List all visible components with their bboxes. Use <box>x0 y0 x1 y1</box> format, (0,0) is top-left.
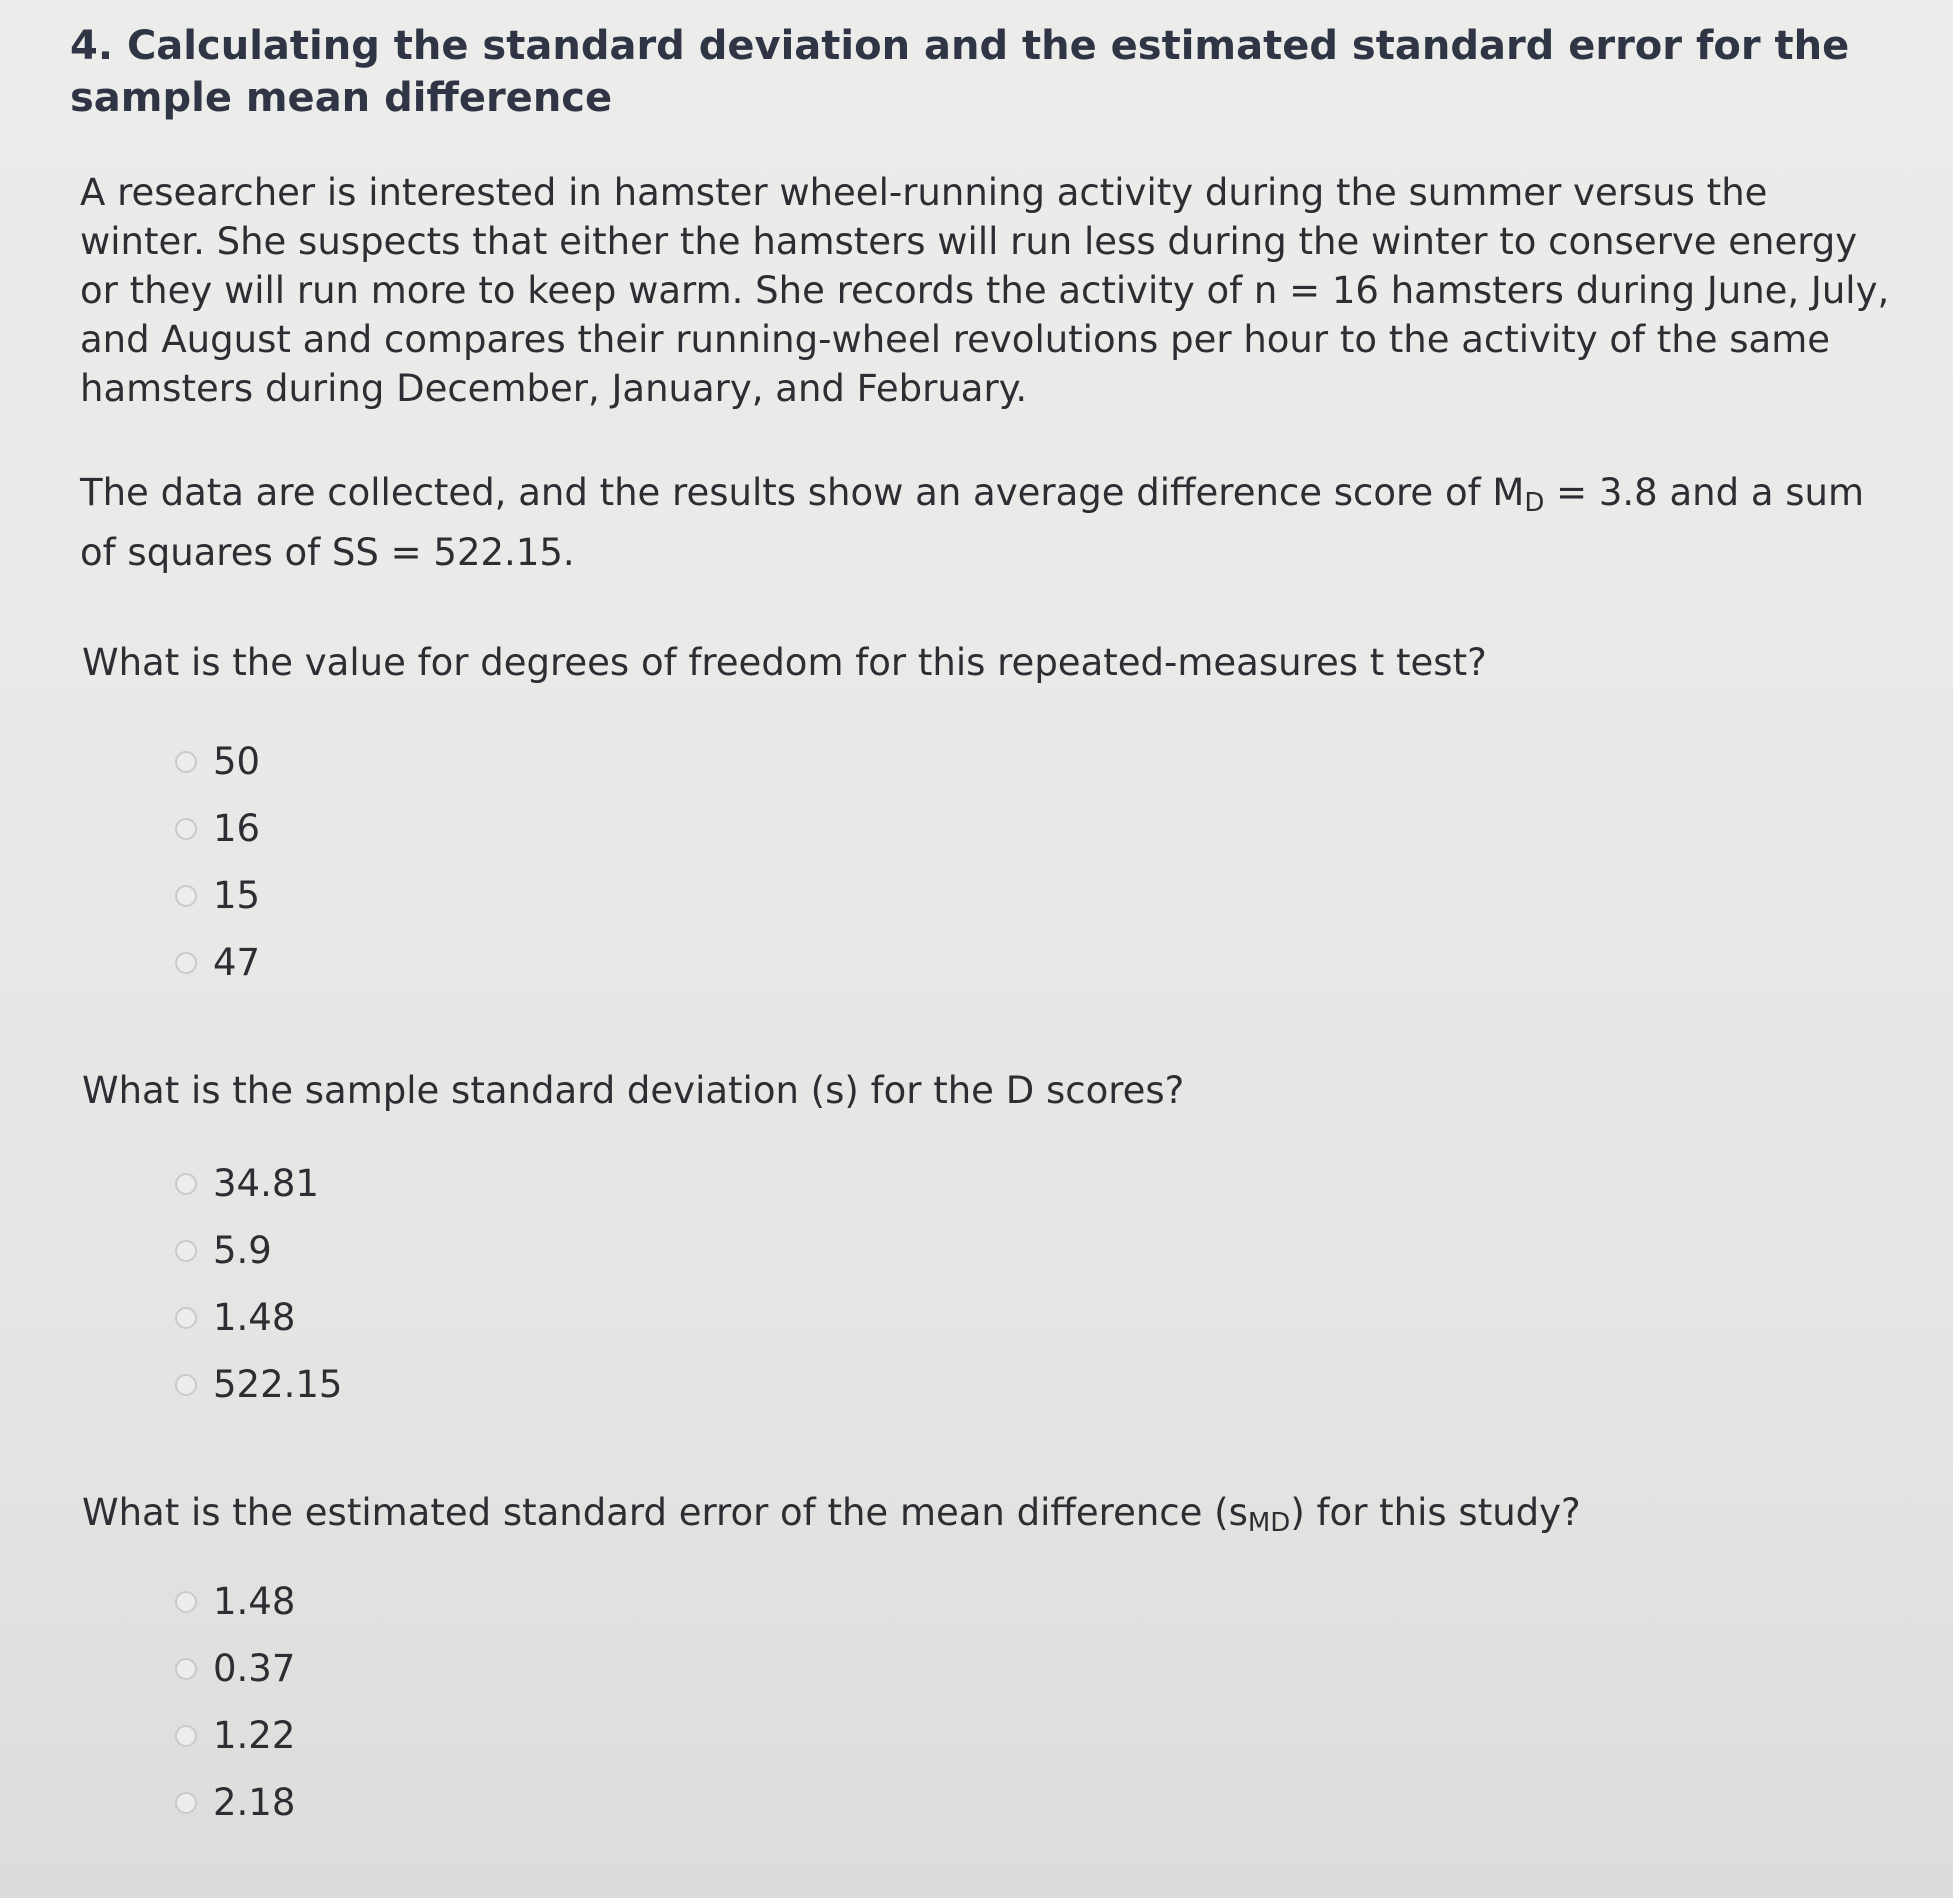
radio-button[interactable] <box>175 1173 197 1195</box>
radio-button[interactable] <box>175 1591 197 1613</box>
radio-button[interactable] <box>175 1240 197 1262</box>
option-label: 5.9 <box>213 1229 272 1272</box>
question-2-options <box>175 1150 342 1418</box>
radio-button[interactable] <box>175 818 197 840</box>
option-label: 15 <box>213 874 261 917</box>
option-label: 47 <box>213 941 261 984</box>
question-1-option[interactable] <box>175 862 260 929</box>
question-1-option[interactable] <box>175 929 260 996</box>
question-1-options <box>175 728 260 996</box>
md-subscript: D <box>1524 488 1545 518</box>
option-label: 2.18 <box>213 1781 296 1824</box>
radio-button[interactable] <box>175 1374 197 1396</box>
question-2-option[interactable] <box>175 1351 342 1418</box>
radio-button[interactable] <box>175 885 197 907</box>
smd-subscript: MD <box>1247 1508 1291 1538</box>
option-label: 1.22 <box>213 1714 296 1757</box>
intro-paragraph-2-text: The data are collected, and the results show an average difference score of M <box>80 471 1525 514</box>
radio-button[interactable] <box>175 952 197 974</box>
option-label: 34.81 <box>213 1162 319 1205</box>
option-label: 0.37 <box>213 1647 296 1690</box>
question-1-prompt: What is the value for degrees of freedom for this repeated-measures t test? <box>82 641 1487 684</box>
question-title: 4. Calculating the standard deviation and the estimated standard error for the sample mean difference <box>70 23 1850 121</box>
question-2-prompt: What is the sample standard deviation (s) for the D scores? <box>82 1069 1185 1112</box>
question-3-prompt <box>82 1488 1581 1548</box>
option-label: 522.15 <box>213 1363 343 1406</box>
question-3-options <box>175 1568 295 1836</box>
radio-button[interactable] <box>175 1658 197 1680</box>
radio-button[interactable] <box>175 1725 197 1747</box>
intro-paragraph-1: A researcher is interested in hamster wheel-running activity during the summer versus the winter. She suspects that either the hamsters will run less during the winter to conserve energy or they will run more to keep warm. She records the activity of n = 16 hamsters during June, July, and August and compares their running-wheel revolutions per hour to the activity of the same hamsters during December, January, and February. <box>80 171 1890 410</box>
question-3-option[interactable] <box>175 1635 295 1702</box>
question-3-option[interactable] <box>175 1568 295 1635</box>
radio-button[interactable] <box>175 1792 197 1814</box>
intro-paragraph-2 <box>80 468 1900 577</box>
question-3-prompt-text-end: ) for this study? <box>1290 1491 1581 1534</box>
question-1-option[interactable] <box>175 728 260 795</box>
radio-button[interactable] <box>175 751 197 773</box>
question-2-option[interactable] <box>175 1284 342 1351</box>
option-label: 1.48 <box>213 1580 296 1623</box>
intro-paragraph-2-text-end: = 3.8 and a sum of squares of SS = 522.15. <box>80 471 1865 574</box>
question-2-option[interactable] <box>175 1150 342 1217</box>
question-2-option[interactable] <box>175 1217 342 1284</box>
question-3-prompt-text: What is the estimated standard error of the mean difference (s <box>82 1491 1248 1534</box>
option-label: 1.48 <box>213 1296 296 1339</box>
option-label: 50 <box>213 740 261 783</box>
radio-button[interactable] <box>175 1307 197 1329</box>
question-3-option[interactable] <box>175 1702 295 1769</box>
option-label: 16 <box>213 807 261 850</box>
question-3-option[interactable] <box>175 1769 295 1836</box>
question-1-option[interactable] <box>175 795 260 862</box>
